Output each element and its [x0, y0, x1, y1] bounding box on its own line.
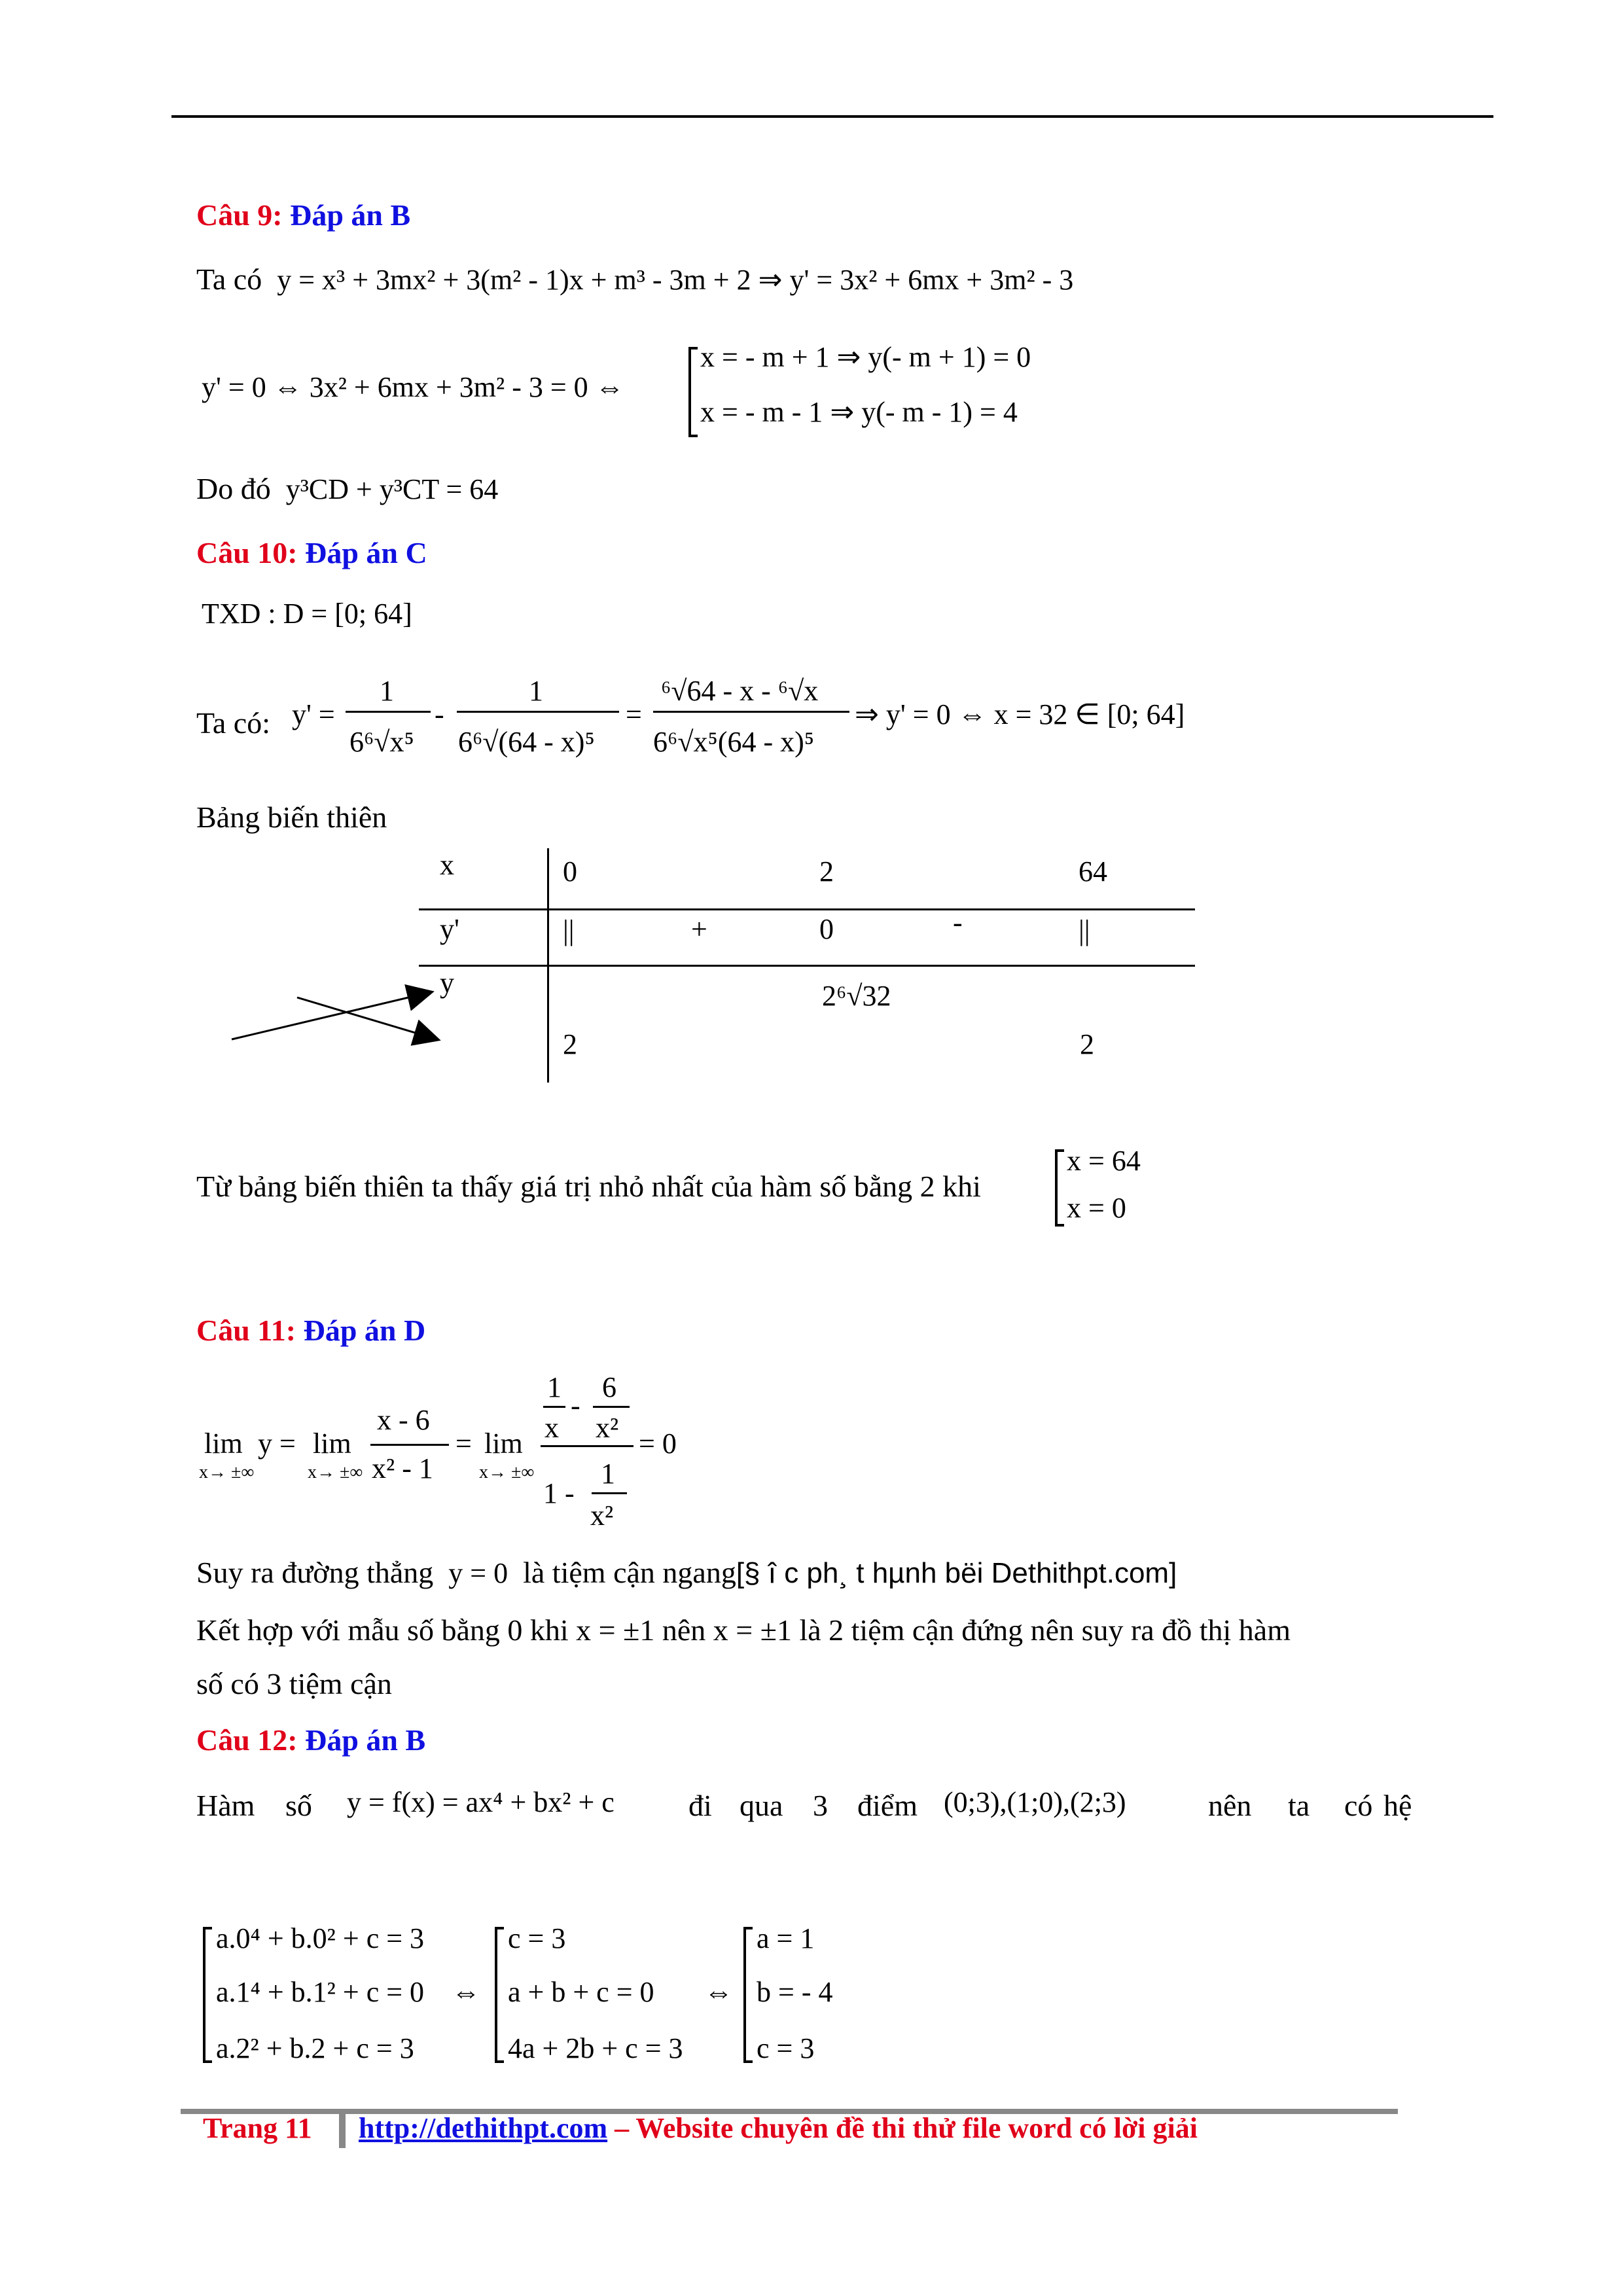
table-yp-left: || — [563, 914, 575, 946]
q12-w1: số — [285, 1789, 312, 1822]
q12-sys3-0: a = 1 — [757, 1922, 815, 1954]
big-den-b-bar — [592, 1492, 627, 1494]
q12-w4: qua — [740, 1789, 783, 1822]
q12-sys1-2: a.2² + b.2 + c = 3 — [216, 2032, 414, 2064]
q10-case1: x = 64 — [1067, 1145, 1141, 1177]
q12-w7: (0;3),(1;0),(2;3) — [944, 1786, 1126, 1818]
q9-conclusion-prefix: Do đó — [196, 472, 271, 505]
q11-line1-garbled: [§ î c ph¸ t hµnh bëi Dethithpt.com] — [736, 1557, 1177, 1589]
lim-1-sub: x→ ±∞ — [199, 1462, 255, 1482]
big-num-b: 6 — [602, 1371, 616, 1403]
q12-w2: y = f(x) = ax⁴ + bx² + c — [347, 1786, 615, 1818]
q10-case2: x = 0 — [1067, 1192, 1126, 1224]
lim-y: y = — [258, 1427, 296, 1460]
q10-conclusion: Từ bảng biến thiên ta thấy giá trị nhỏ nhất của hàm số bằng 2 khi — [196, 1170, 981, 1203]
table-y-label: y — [440, 967, 454, 999]
q11-line1-math: y = 0 — [448, 1557, 508, 1589]
q10-frac3-bar — [653, 711, 849, 713]
q11-frac-num: x - 6 — [377, 1404, 430, 1436]
table-yp-minus: - — [953, 906, 963, 939]
q12-brace-2 — [495, 1927, 504, 2063]
q10-brace — [1055, 1149, 1064, 1227]
big-num-a-bar — [543, 1406, 565, 1408]
q12-w6: điểm — [857, 1789, 918, 1822]
footer-separator — [339, 2111, 346, 2148]
q12-w9: ta — [1288, 1789, 1310, 1822]
q11-line2: Kết hợp với mẫu số bằng 0 khi x = ±1 nên x = ±1 là 2 tiệm cận đứng nên suy ra đồ thị hàm — [196, 1613, 1291, 1647]
big-num-b-den: x² — [596, 1412, 619, 1444]
q11-eq: = — [455, 1427, 472, 1460]
q12-w5: 3 — [813, 1789, 828, 1822]
big-den-b-den: x² — [590, 1499, 614, 1532]
big-num-a: 1 — [547, 1371, 562, 1403]
lim-2: lim — [313, 1427, 351, 1460]
footer-tail: – Website chuyên đề thi thử file word có lời giải — [607, 2112, 1198, 2144]
q10-answer: Đáp án C — [305, 536, 427, 569]
q12-w0: Hàm — [196, 1789, 255, 1822]
big-frac-bar — [541, 1445, 633, 1447]
q12-w8: nên — [1208, 1789, 1252, 1822]
q9-line1-prefix: Ta có — [196, 262, 262, 296]
q11-result: = 0 — [639, 1427, 677, 1460]
q10-deriv-prefix: Ta có: — [196, 706, 271, 740]
q11-line1 — [196, 1555, 1177, 1590]
q10-frac2-den: 6⁶√(64 - x)⁵ — [458, 726, 595, 758]
big-num-b-bar — [593, 1406, 630, 1408]
q12-w10: có — [1344, 1789, 1373, 1822]
arrow-increasing — [232, 992, 431, 1039]
table-hline-2 — [419, 965, 1195, 967]
q9-brace — [688, 347, 698, 437]
footer-page: Trang 11 — [203, 2112, 312, 2144]
table-y-max: 2⁶√32 — [822, 980, 891, 1012]
table-x-2: 2 — [819, 855, 834, 888]
q9-conclusion-math: y³CD + y³CT = 64 — [285, 473, 499, 505]
q10-heading — [196, 535, 427, 570]
big-den-a: 1 - — [543, 1477, 575, 1509]
header-rule — [171, 115, 1493, 118]
table-y-left: 2 — [563, 1028, 577, 1060]
q12-sys1-0: a.0⁴ + b.0² + c = 3 — [216, 1922, 425, 1954]
q12-answer: Đáp án B — [305, 1723, 426, 1757]
q9-line1 — [196, 262, 1073, 296]
lim-2-sub: x→ ±∞ — [308, 1462, 363, 1482]
q11-label: Câu 11: — [196, 1314, 296, 1347]
q11-line1-prefix: Suy ra đường thẳng — [196, 1556, 434, 1589]
q10-frac1-bar — [346, 711, 431, 713]
q12-brace-3 — [743, 1927, 753, 2063]
q9-heading — [196, 198, 410, 232]
q10-deriv-tail: ⇒ y' = 0 ⇔ x = 32 ∈ [0; 64] — [855, 698, 1185, 730]
footer-link[interactable]: http://dethithpt.com — [359, 2112, 608, 2144]
q9-line2-left: y' = 0 ⇔ 3x² + 6mx + 3m² - 3 = 0 ⇔ — [202, 371, 624, 403]
q10-label: Câu 10: — [196, 536, 298, 569]
table-yp-label: y' — [440, 913, 459, 945]
q12-w3: đi — [688, 1789, 712, 1822]
table-yp-zero: 0 — [819, 913, 834, 945]
q10-minus: - — [435, 698, 444, 730]
lim-3-sub: x→ ±∞ — [479, 1462, 535, 1482]
big-num-minus: - — [571, 1390, 580, 1422]
table-x-64: 64 — [1079, 855, 1107, 888]
table-arrows — [223, 975, 458, 1054]
q9-label: Câu 9: — [196, 198, 283, 232]
q11-frac-bar — [370, 1444, 449, 1446]
q10-frac3-den: 6⁶√x⁵(64 - x)⁵ — [653, 726, 815, 758]
q10-frac1-num: 1 — [380, 675, 394, 707]
big-num-a-den: x — [544, 1412, 559, 1444]
q12-sys2-0: c = 3 — [508, 1922, 566, 1954]
q12-brace-1 — [203, 1927, 212, 2063]
q9-answer: Đáp án B — [290, 198, 411, 232]
q9-case1: x = - m + 1 ⇒ y(- m + 1) = 0 — [700, 341, 1031, 373]
table-yp-right: || — [1079, 914, 1090, 946]
q11-frac-den: x² - 1 — [372, 1452, 433, 1484]
q12-label: Câu 12: — [196, 1723, 298, 1757]
q10-frac2-bar — [457, 711, 619, 713]
table-x-0: 0 — [563, 855, 577, 888]
table-x-label: x — [440, 849, 454, 881]
q10-domain: TXD : D = [0; 64] — [202, 598, 412, 630]
q10-frac1-den: 6⁶√x⁵ — [349, 726, 414, 758]
table-y-right: 2 — [1080, 1028, 1094, 1060]
table-yp-plus: + — [691, 913, 707, 945]
q10-frac2-num: 1 — [529, 675, 543, 707]
q9-line1-math: y = x³ + 3mx² + 3(m² - 1)x + m³ - 3m + 2 ⇒ y' = 3x² + 6mx + 3m² - 3 — [277, 264, 1074, 296]
q10-deriv-lhs: y' = — [292, 698, 335, 730]
lim-3: lim — [484, 1427, 523, 1460]
lim-1: lim — [204, 1427, 243, 1460]
q11-line1-mid: là tiệm cận ngang — [523, 1556, 736, 1589]
q10-eq: = — [626, 698, 642, 730]
q11-answer: Đáp án D — [303, 1314, 426, 1347]
q12-w11: hệ — [1383, 1789, 1412, 1822]
q12-equiv-1: ⇔ — [452, 1976, 480, 2008]
q12-heading — [196, 1723, 425, 1757]
q10-table-title: Bảng biến thiên — [196, 800, 387, 834]
q12-equiv-2: ⇔ — [704, 1976, 733, 2008]
table-hline-1 — [419, 908, 1195, 910]
q12-sys1-1: a.1⁴ + b.1² + c = 0 — [216, 1976, 425, 2008]
q9-conclusion — [196, 471, 498, 506]
big-den-b: 1 — [601, 1458, 615, 1490]
q12-sys2-2: 4a + 2b + c = 3 — [508, 2032, 683, 2064]
q11-heading — [196, 1313, 425, 1348]
q9-case2: x = - m - 1 ⇒ y(- m - 1) = 4 — [700, 396, 1018, 428]
q12-sys3-1: b = - 4 — [757, 1976, 833, 2008]
q10-frac3-num: ⁶√64 - x - ⁶√x — [661, 675, 819, 707]
q12-sys3-2: c = 3 — [757, 2032, 815, 2064]
footer-text — [359, 2111, 1198, 2145]
q11-line3: số có 3 tiệm cận — [196, 1667, 392, 1700]
q12-sys2-1: a + b + c = 0 — [508, 1976, 654, 2008]
